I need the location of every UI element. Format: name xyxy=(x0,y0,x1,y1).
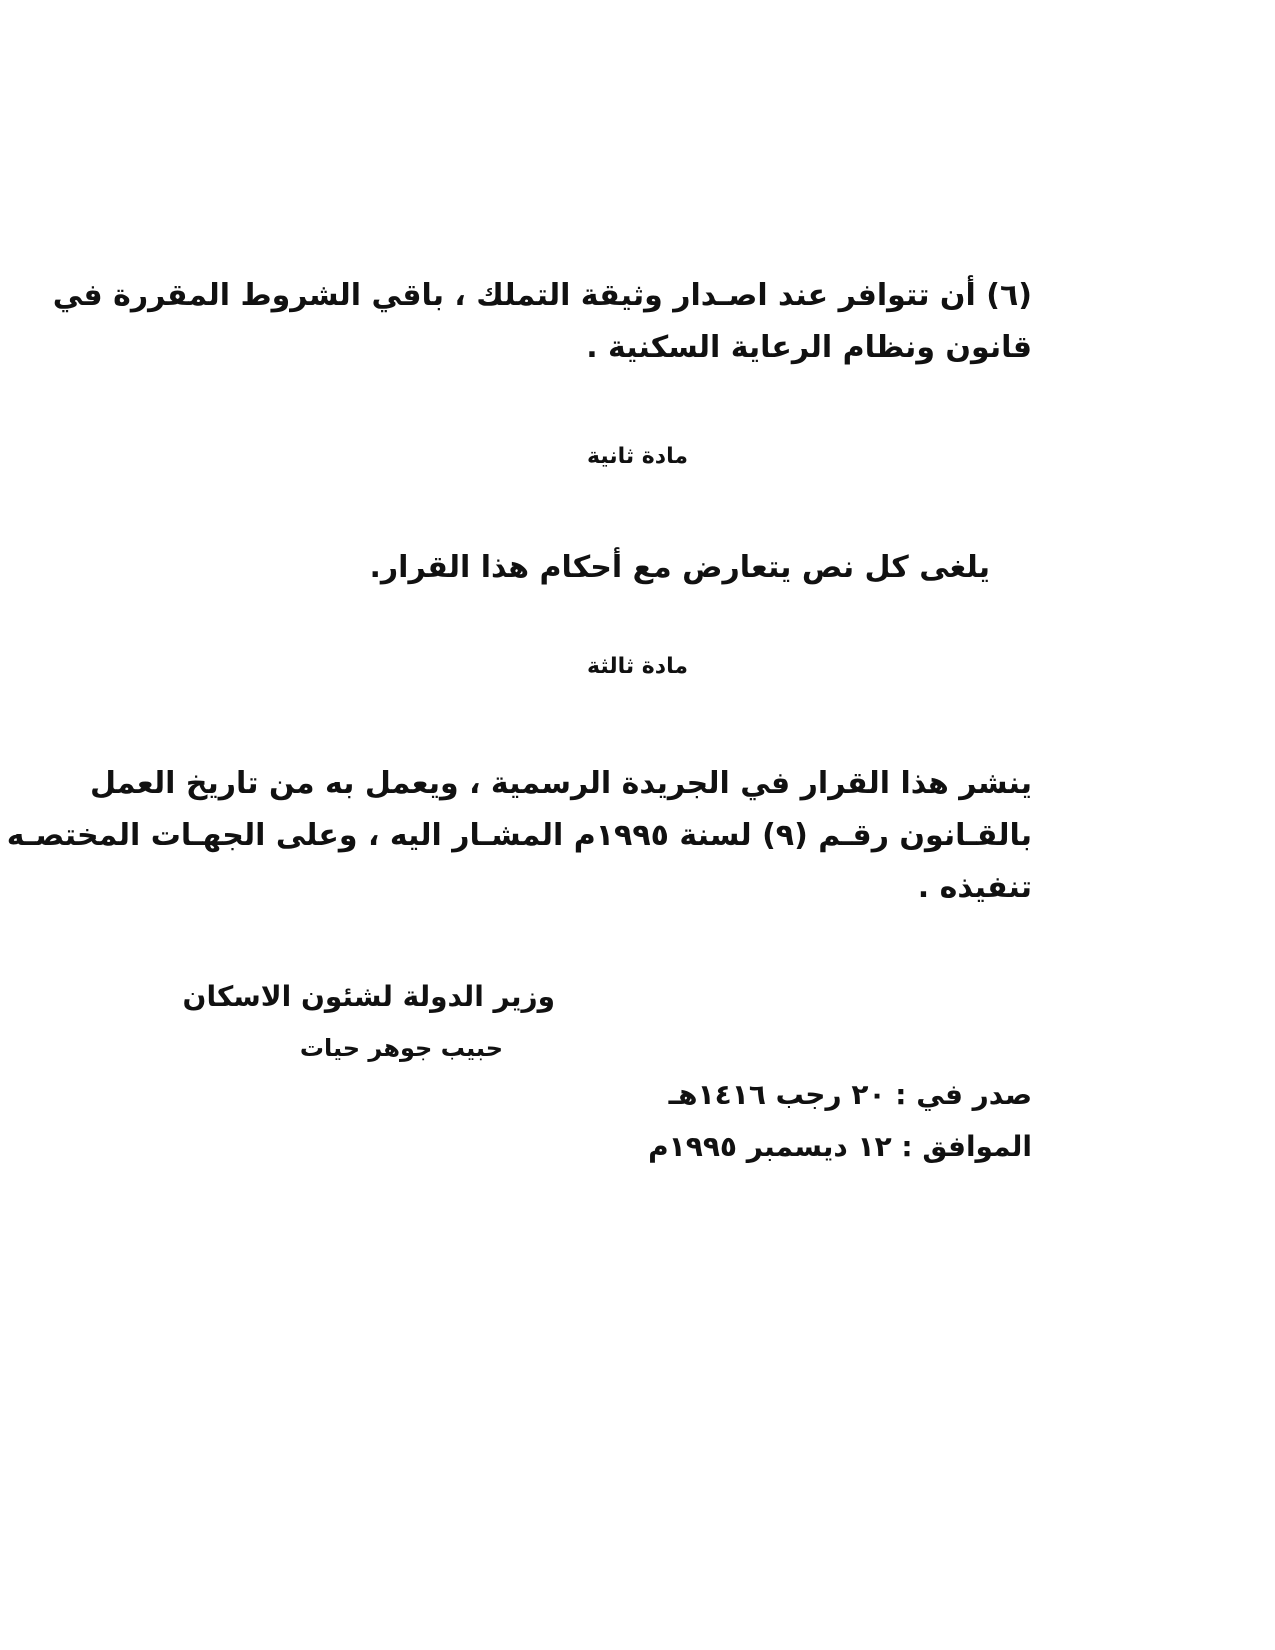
article-3-line-3: تنفيذه . xyxy=(917,870,1032,905)
article-3-line-1: ينشر هذا القرار في الجريدة الرسمية ، ويعمل به من تاريخ العمل xyxy=(90,766,1032,801)
clause-6-line-2: قانون ونظام الرعاية السكنية . xyxy=(586,330,1032,365)
issue-date-hijri: صدر في : ٢٠ رجب ١٤١٦هـ xyxy=(668,1078,1032,1111)
article-2-heading: مادة ثانية xyxy=(587,444,688,469)
signatory-title: وزير الدولة لشئون الاسكان xyxy=(182,980,555,1013)
signatory-name: حبيب جوهر حيات xyxy=(299,1034,503,1062)
clause-6-line-1: (٦) أن تتوافر عند اصـدار وثيقة التملك ، باقي الشروط المقررة في xyxy=(52,278,1032,313)
issue-date-gregorian: الموافق : ١٢ ديسمبر ١٩٩٥م xyxy=(648,1130,1032,1163)
article-3-paragraph xyxy=(6,758,1032,914)
article-3-heading: مادة ثالثة xyxy=(587,654,688,679)
article-3-line-2: بالقـانون رقـم (٩) لسنة ١٩٩٥م المشـار اليه ، وعلى الجهـات المختصـه xyxy=(6,818,1032,853)
article-2-text: يلغى كل نص يتعارض مع أحكام هذا القرار. xyxy=(369,550,990,585)
clause-6-paragraph xyxy=(52,270,1032,374)
